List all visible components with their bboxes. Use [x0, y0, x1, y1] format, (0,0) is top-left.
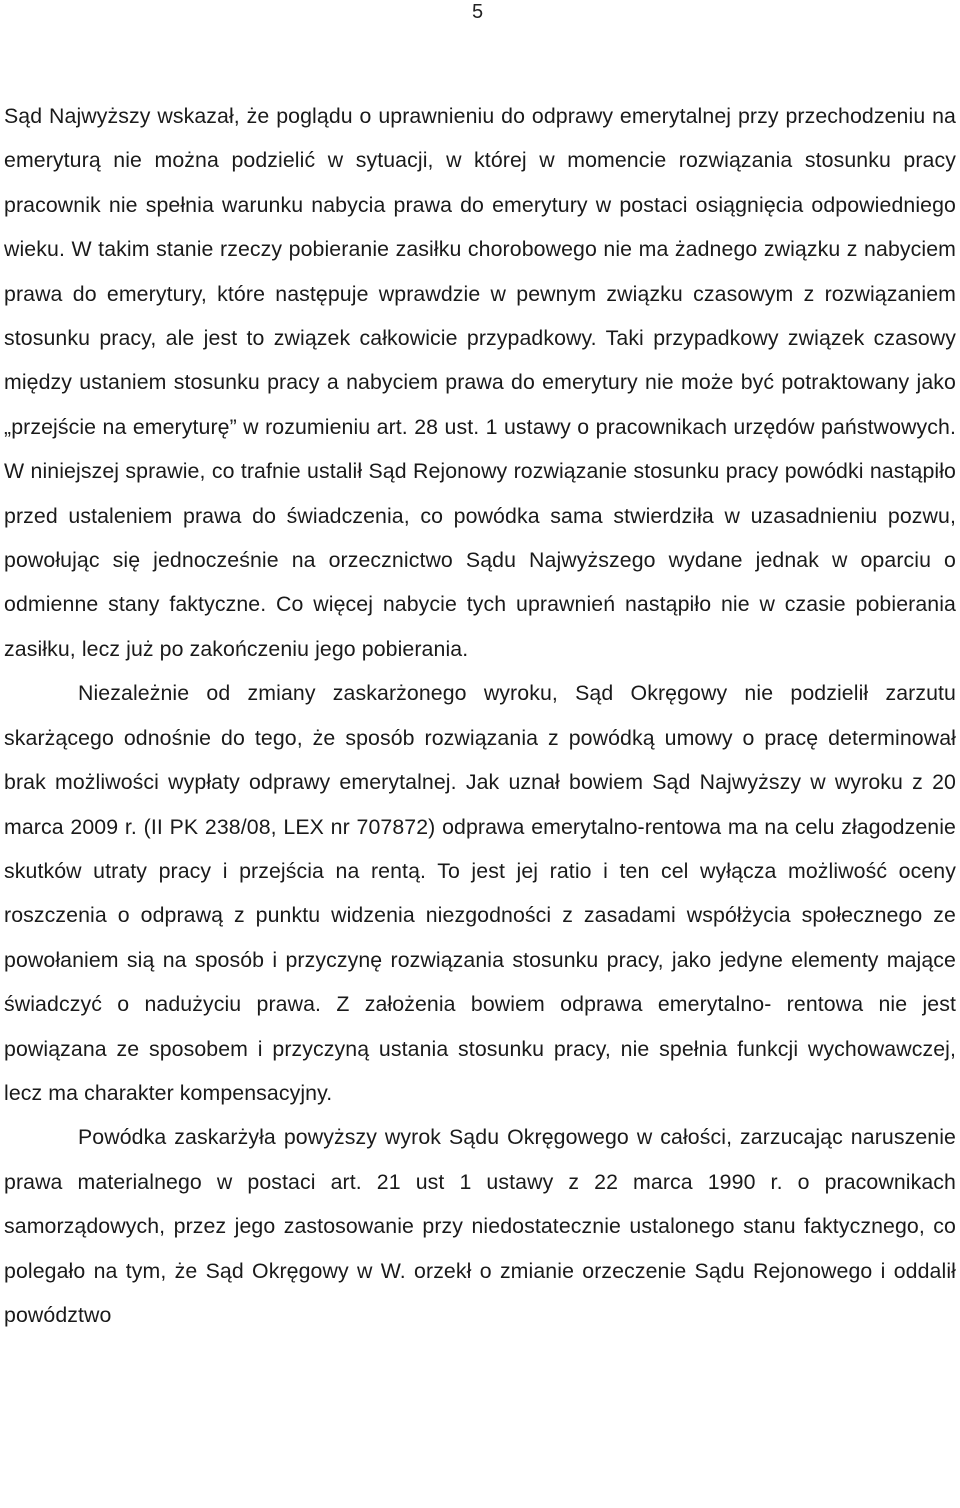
- paragraph-1: Sąd Najwyższy wskazał, że poglądu o uprawnieniu do odprawy emerytalnej przy przechodzeniu na emeryturą nie można podzielić w sytuacji, w której w momencie rozwiązania stosunku pracy pracownik nie spełnia warunku nabycia prawa do emerytury w postaci osiągnięcia odpowiedniego wieku. W takim stanie rzeczy pobieranie zasiłku chorobowego nie ma żadnego związku z nabyciem prawa do emerytury, które następuje wprawdzie w pewnym związku czasowym z rozwiązaniem stosunku pracy, ale jest to związek całkowicie przypadkowy. Taki przypadkowy związek czasowy między ustaniem stosunku pracy a nabyciem prawa do emerytury nie może być potraktowany jako „przejście na emeryturę” w rozumieniu art. 28 ust. 1 ustawy o pracownikach urzędów państwowych. W niniejszej sprawie, co trafnie ustalił Sąd Rejonowy rozwiązanie stosunku pracy powódki nastąpiło przed ustaleniem prawa do świadczenia, co powódka sama stwierdziła w uzasadnieniu pozwu, powołując się jednocześnie na orzecznictwo Sądu Najwyższego wydane jednak w oparciu o odmienne stany faktyczne. Co więcej nabycie tych uprawnień nastąpiło nie w czasie pobierania zasiłku, lecz już po zakończeniu jego pobierania.: [4, 104, 956, 661]
- page-number: 5: [472, 1, 484, 23]
- paragraph-2: Niezależnie od zmiany zaskarżonego wyroku, Sąd Okręgowy nie podzielił zarzutu skarżącego odnośnie do tego, że sposób rozwiązania z powódką umowy o pracę determinował brak możliwości wypłaty odprawy emerytalnej. Jak uznał bowiem Sąd Najwyższy w wyroku z 20 marca 2009 r. (II PK 238/08, LEX nr 707872) odprawa emerytalno-rentowa ma na celu złagodzenie skutków utraty pracy i przejścia na rentą. To jest jej ratio i ten cel wyłącza możliwość oceny roszczenia o odprawą z punktu widzenia niezgodności z zasadami współżycia społecznego ze powołaniem sią na sposób i przyczynę rozwiązania stosunku pracy, jako jedyne elementy mające świadczyć o nadużyciu prawa. Z założenia bowiem odprawa emerytalno- rentowa nie jest powiązana ze sposobem i przyczyną ustania stosunku pracy, nie spełnia funkcji wychowawczej, lecz ma charakter kompensacyjny.: [4, 681, 956, 1105]
- paragraph-3: Powódka zaskarżyła powyższy wyrok Sądu Okręgowego w całości, zarzucając naruszenie prawa materialnego w postaci art. 21 ust 1 ustawy z 22 marca 1990 r. o pracownikach samorządowych, przez jego zastosowanie przy niedostatecznie ustalonego stanu faktycznego, co polegało na tym, że Sąd Okręgowy w W. orzekł o zmianie orzeczenie Sądu Rejonowego i oddalił powództwo: [4, 1125, 956, 1327]
- document-body: [4, 94, 956, 1337]
